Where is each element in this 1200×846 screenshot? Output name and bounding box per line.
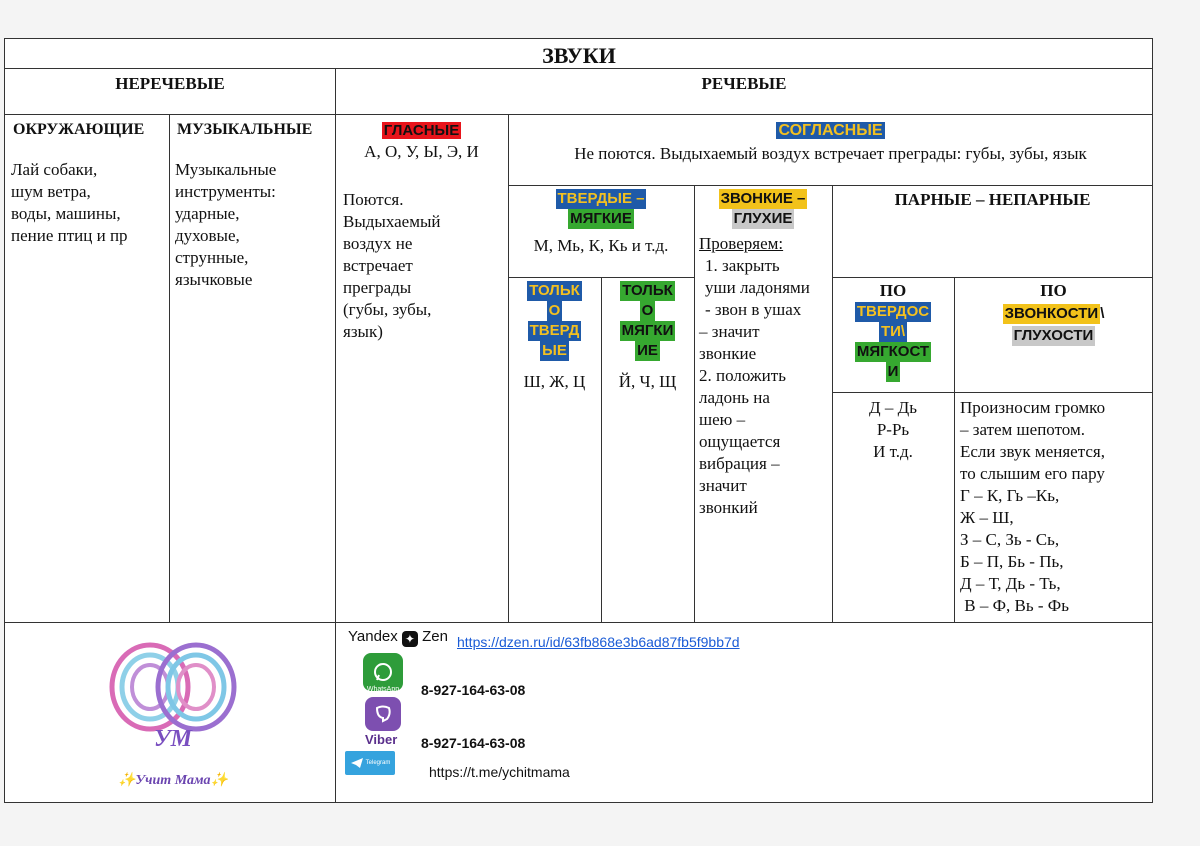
logo-caption: ✨Учит Мама✨ [118,773,228,788]
voiced-line: вибрация – [699,454,780,473]
hard-soft-header [508,189,694,229]
voiced-line: – значит [699,322,760,341]
hardness-label: ТВЕРДОС [856,303,930,320]
page-title: ЗВУКИ [542,43,616,68]
vowels-line: преграды [343,278,412,297]
vowels-line: воздух не [343,234,413,253]
voicing-line: Ж – Ш, [960,508,1014,527]
environment-line: пение птиц и пр [11,226,128,245]
whatsapp-label: WhatsApp [366,686,400,693]
hardness-example: Р-Рь [876,420,910,439]
only-soft-label: ТОЛЬК [622,282,673,299]
zen-brand-name: Yandex [348,628,398,645]
check-heading: Проверяем: [699,234,784,253]
environment-line: Лай собаки, [11,160,98,179]
only-hard-label: ТОЛЬК [529,282,580,299]
voicing-line: Б – П, Бь - Пь, [960,552,1064,571]
zen-brand [348,626,448,648]
voiced-line: 2. положить [699,366,786,385]
music-line: язычковые [175,270,253,289]
softness-label: И [887,363,899,380]
only-hard-letters: Ш, Ж, Ц [523,372,586,391]
vowels-line: Выдыхаемый [343,212,441,231]
logo-text: УМ [153,726,193,752]
vowels-line: язык) [343,322,383,341]
voiced-line: звонкий [699,498,758,517]
by-voicing-header [954,280,1153,346]
hardness-example: Д – Дь [869,398,917,417]
music-line: инструменты: [175,182,276,201]
environment-line: шум ветра, [11,182,91,201]
only-soft-label: ИЕ [637,342,658,359]
vowels-line: встречает [343,256,413,275]
voicing-label: ЗВОНКОСТИ [1004,305,1099,322]
hard-soft-examples: М, Мь, К, Кь и т.д. [533,236,669,255]
logo-icon [105,637,241,737]
voiced-line: ладонь на [699,388,770,407]
consonants-label: СОГЛАСНЫЕ [778,122,883,139]
vowels-cell [335,119,508,142]
by-hardness-examples [832,397,954,463]
only-soft-label: О [641,302,654,319]
voiced-line: уши ладонями [705,278,810,297]
only-hard-header [508,281,601,361]
voicing-line: Произносим громко [960,398,1106,417]
voiced-line: ощущается [699,432,781,451]
whatsapp-phone: 8-927-164-63-08 [421,682,526,698]
by-hardness-po: ПО [879,281,907,300]
voicing-line: Д – Т, Дь - Ть, [960,574,1061,593]
telegram-icon[interactable] [345,751,395,775]
voiced-method [699,255,810,519]
music-list [175,159,276,291]
voicing-slash: \ [1100,305,1105,322]
voiced-line: значит [699,476,747,495]
hardness-example: И т.д. [873,442,913,461]
hard-label: ТВЕРДЫЕ – [557,190,645,207]
voiced-label: ЗВОНКИЕ – [720,190,806,207]
speech-heading: РЕЧЕВЫЕ [701,74,787,93]
music-heading: МУЗЫКАЛЬНЫЕ [177,121,313,138]
environment-heading: ОКРУЖАЮЩИЕ [13,121,145,138]
voiced-line: звонкие [699,344,757,363]
music-line: ударные, [175,204,240,223]
viber-phone: 8-927-164-63-08 [421,735,526,751]
consonants-cell [508,119,1153,142]
only-hard-label: О [548,302,561,319]
voiceless-label: ГЛУХОСТИ [1013,327,1094,344]
softness-label: МЯГКОСТ [856,343,930,360]
viber-label: Viber [365,732,398,747]
music-line: Музыкальные [175,160,277,179]
by-voicing-po: ПО [1040,281,1067,300]
voicing-line: то слышим его пару [960,464,1105,483]
environment-line: воды, машины, [11,204,121,223]
telegram-link[interactable]: https://t.me/ychitmama [429,764,570,780]
only-soft-header [601,281,694,361]
only-soft-letters: Й, Ч, Щ [618,372,677,391]
vowels-label: ГЛАСНЫЕ [383,122,460,139]
vowels-description [343,189,440,343]
only-soft-label: МЯГКИ [621,322,674,339]
vowels-line: Поются. [343,190,404,209]
voicing-line: – затем шепотом. [960,420,1085,439]
voiced-line: 1. закрыть [705,256,780,275]
vowels-line: (губы, зубы, [343,300,432,319]
only-hard-label: ТВЕРД [529,322,580,339]
only-hard-label: ЫЕ [542,342,567,359]
zen-brand-name: Zen [422,628,448,645]
hardness-label: ТИ\ [880,323,906,340]
zen-icon: ✦ [402,631,418,647]
environment-list [11,159,128,247]
voicing-line: В – Ф, Вь - Фь [960,596,1069,615]
sounds-table [4,38,1153,803]
voiced-header [694,189,832,229]
music-line: духовые, [175,226,240,245]
zen-link[interactable]: https://dzen.ru/id/63fb868e3b6ad87fb5f9bb7d [457,634,740,650]
voiced-line: шею – [699,410,746,429]
voicing-line: Г – К, Гь –Кь, [960,486,1060,505]
consonants-description: Не поются. Выдыхаемый воздух встречает преграды: губы, зубы, язык [574,144,1087,163]
music-line: струнные, [175,248,249,267]
vowels-letters: А, О, У, Ы, Э, И [364,142,479,161]
viber-icon[interactable] [365,697,401,731]
voiced-line: - звон в ушах [705,300,802,319]
voiceless-label: ГЛУХИЕ [733,210,793,227]
soft-label: МЯГКИЕ [570,210,632,227]
pairs-heading: ПАРНЫЕ – НЕПАРНЫЕ [894,190,1091,209]
voicing-line: З – С, Зь - Сь, [960,530,1060,549]
telegram-label: Telegram [365,760,391,766]
nonspeech-heading: НЕРЕЧЕВЫЕ [115,74,225,93]
by-voicing-description [960,397,1105,617]
by-hardness-header [832,280,954,382]
voicing-line: Если звук меняется, [960,442,1105,461]
